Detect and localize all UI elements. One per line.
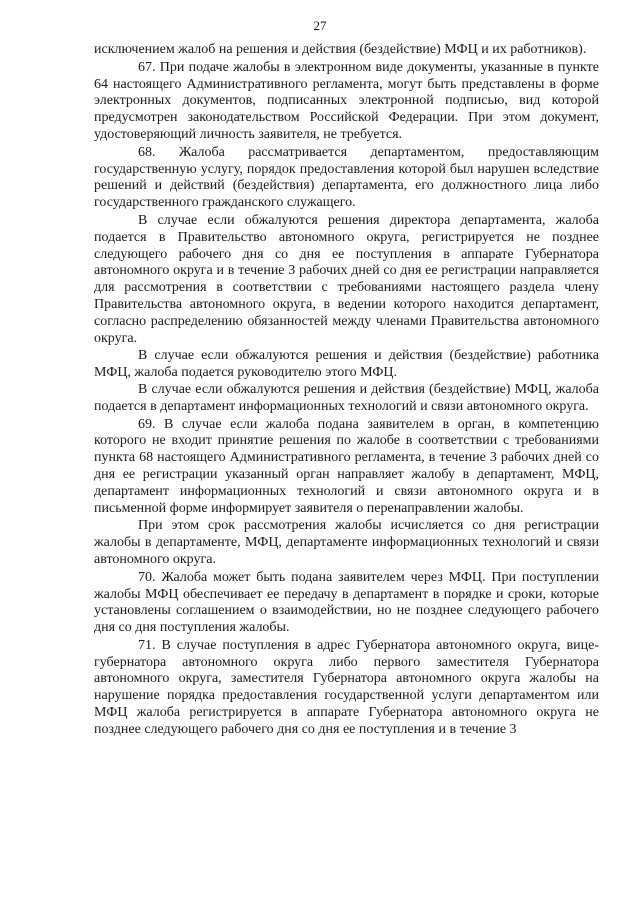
paragraph-68-director: В случае если обжалуются решения директора департамента, жалоба подается в Правительство автономного округа, регистрируется не позднее следующего рабочего дня со дня ее поступления в аппарате Губернатора автономного округа и в течение 3 рабочих дней со дня ее регистрации направляется для рассмотрения в соответствии с требованиями настоящего раздела члену Правительства автономного округа, в ведении которого находится департамент, согласно распределению обязанностей между членами Правительства автономного округа.: [94, 212, 599, 346]
document-body: [94, 42, 599, 739]
paragraph-69: 69. В случае если жалоба подана заявителем в орган, в компетенцию которого не входит принятие решения по жалобе в соответствии с требованиями пункта 68 настоящего Административного регламента, в течение 3 рабочих дней со дня ее регистрации указанный орган направляет жалобу в департамент, МФЦ, департамент информационных технологий и связи автономного округа и в письменной форме информирует заявителя о перенаправлении жалобы.: [94, 416, 599, 516]
paragraph-69-term: При этом срок рассмотрения жалобы исчисляется со дня регистрации жалобы в департаменте, МФЦ, департаменте информационных технологий и связи автономного округа.: [94, 518, 599, 567]
paragraph-68: 68. Жалоба рассматривается департаментом, предоставляющим государственную услугу, порядок предоставления которой был нарушен вследствие решений и действий (бездействия) департамента, его должностного лица либо государственного гражданского служащего.: [94, 144, 599, 211]
paragraph-68-mfc-worker: В случае если обжалуются решения и действия (бездействие) работника МФЦ, жалоба подается руководителю этого МФЦ.: [94, 348, 599, 381]
paragraph-67: 67. При подаче жалобы в электронном виде документы, указанные в пункте 64 настоящего Административного регламента, могут быть представлены в форме электронных документов, подписанных электронной подписью, вид которой предусмотрен законодательством Российской Федерации. При этом документ, удостоверяющий личность заявителя, не требуется.: [94, 59, 599, 142]
paragraph-70: 70. Жалоба может быть подана заявителем через МФЦ. При поступлении жалобы МФЦ обеспечивает ее передачу в департамент в порядке и сроки, которые установлены соглашением о взаимодействии, но не позднее следующего рабочего дня со дня поступления жалобы.: [94, 569, 599, 636]
paragraph-71: 71. В случае поступления в адрес Губернатора автономного округа, вице-губернатора автономного округа либо первого заместителя Губернатора автономного округа, заместителя Губернатора автономного округа жалобы на нарушение порядка предоставления государственной услуги департаментом или МФЦ жалоба регистрируется в аппарате Губернатора автономного округа не позднее следующего рабочего дня со дня ее поступления и в течение 3: [94, 637, 599, 737]
paragraph-continuation: исключением жалоб на решения и действия (бездействие) МФЦ и их работников).: [94, 42, 587, 57]
paragraph-68-mfc: В случае если обжалуются решения и действия (бездействие) МФЦ, жалоба подается в департамент информационных технологий и связи автономного округа.: [94, 381, 599, 414]
page-number: 27: [313, 18, 327, 33]
